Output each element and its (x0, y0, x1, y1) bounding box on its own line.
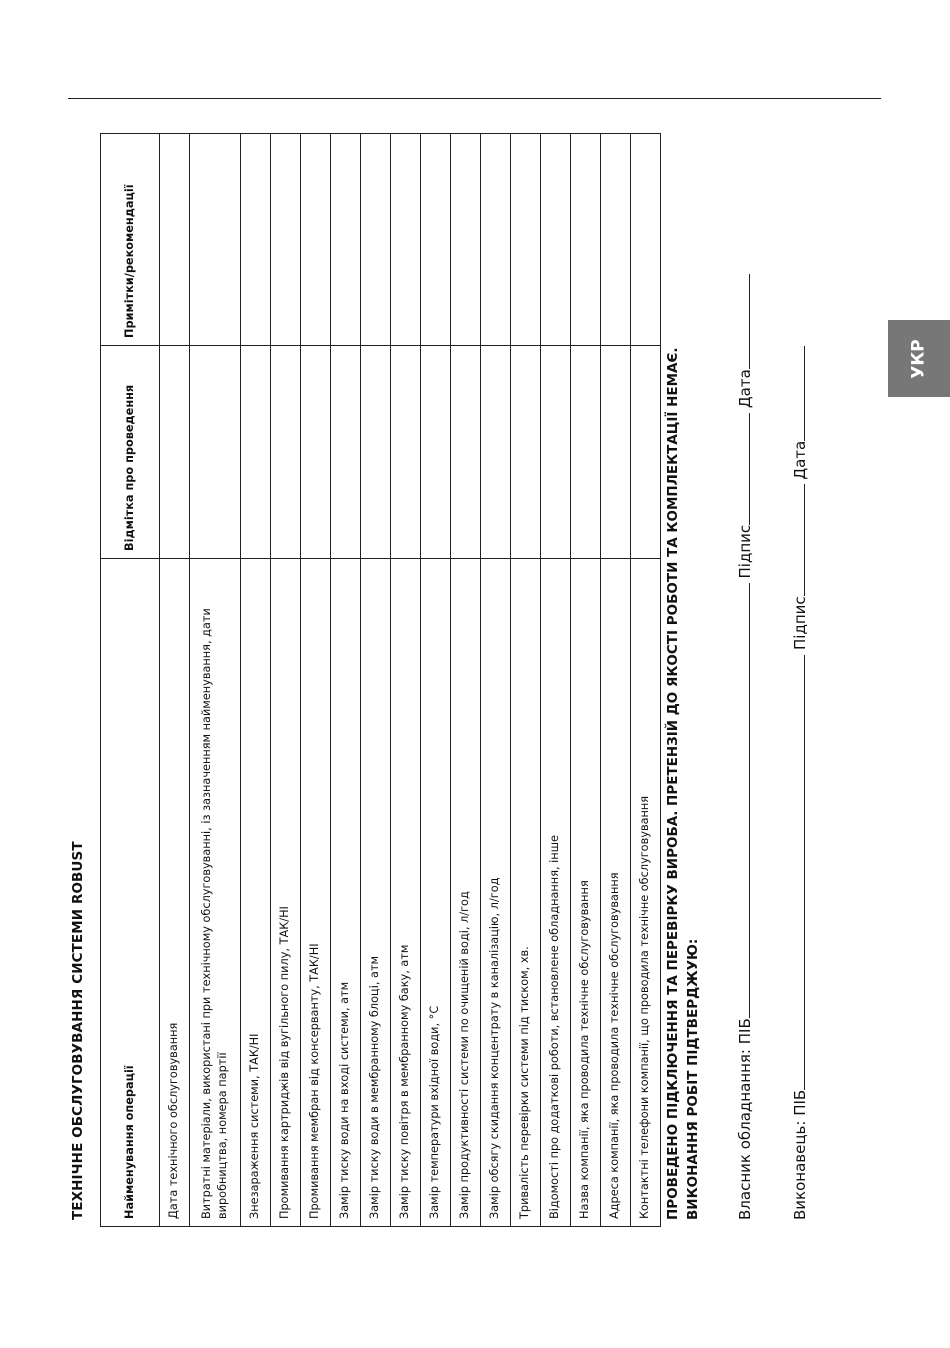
contractor-name-field[interactable] (789, 655, 805, 1090)
contractor-signature-field[interactable] (789, 484, 805, 596)
row-label: Замір обсягу скидання концентрату в каналізацію, л/год (481, 559, 511, 1227)
mark-cell[interactable] (601, 346, 631, 559)
contractor-date-label: Дата (791, 440, 809, 480)
table-row (160, 134, 190, 1227)
row-label: Замір тиску повітря в мембранному баку, атм (391, 559, 421, 1227)
notes-cell[interactable] (241, 134, 271, 346)
row-label: Контактні телефони компанії, що проводила технічне обслуговування (631, 559, 661, 1227)
confirmation-line-2: ВИКОНАННЯ РОБІТ ПІДТВЕРДЖУЮ: (685, 938, 701, 1220)
owner-date-label: Дата (736, 369, 754, 409)
notes-cell[interactable] (631, 134, 661, 346)
table-row (541, 134, 571, 1227)
notes-cell[interactable] (271, 134, 301, 346)
notes-cell[interactable] (481, 134, 511, 346)
table-row (511, 134, 541, 1227)
mark-cell[interactable] (481, 346, 511, 559)
notes-cell[interactable] (601, 134, 631, 346)
contractor-signature-label: Підпис (791, 596, 809, 650)
row-label: Назва компанії, яка проводила технічне обслуговування (571, 559, 601, 1227)
header-notes: Примітки/рекомендації (101, 134, 160, 346)
notes-cell[interactable] (421, 134, 451, 346)
table-row (271, 134, 301, 1227)
notes-cell[interactable] (511, 134, 541, 346)
row-label: Замір температури вхідної води, °С (421, 559, 451, 1227)
mark-cell[interactable] (541, 346, 571, 559)
notes-cell[interactable] (571, 134, 601, 346)
notes-cell[interactable] (391, 134, 421, 346)
row-label: Замір продуктивності системи по очищеній воді, л/год (451, 559, 481, 1227)
language-tab-label: УКР (909, 338, 929, 379)
header-mark: Відмітка про проведення (101, 346, 160, 559)
owner-name-label: Власник обладнання: ПІБ (736, 1018, 754, 1220)
notes-cell[interactable] (361, 134, 391, 346)
mark-cell[interactable] (421, 346, 451, 559)
table-row (190, 134, 241, 1227)
notes-cell[interactable] (190, 134, 241, 346)
table-row (601, 134, 631, 1227)
confirmation-statement (663, 347, 703, 1220)
mark-cell[interactable] (451, 346, 481, 559)
owner-date-field[interactable] (734, 274, 750, 369)
row-label: Знезараження системи, ТАК/НІ (241, 559, 271, 1227)
maintenance-table (100, 133, 661, 1227)
table-row (481, 134, 511, 1227)
contractor-date-field[interactable] (789, 346, 805, 441)
notes-cell[interactable] (331, 134, 361, 346)
owner-name-field[interactable] (734, 583, 750, 1018)
table-row (421, 134, 451, 1227)
row-label: Витратні матеріали, використані при технічному обслуговуванні, із зазначенням найменування, дати виробництва, номера партії (190, 559, 241, 1227)
mark-cell[interactable] (271, 346, 301, 559)
mark-cell[interactable] (571, 346, 601, 559)
table-row (571, 134, 601, 1227)
owner-signature-label: Підпис (736, 524, 754, 579)
mark-cell[interactable] (361, 346, 391, 559)
header-operation: Найменування операції (101, 559, 160, 1227)
table-row (451, 134, 481, 1227)
owner-signature-row (734, 274, 754, 1220)
notes-cell[interactable] (160, 134, 190, 346)
notes-cell[interactable] (451, 134, 481, 346)
row-label: Промивання картриджів від вугільного пилу, ТАК/НІ (271, 559, 301, 1227)
row-label: Відомості про додаткові роботи, встановлене обладнання, інше (541, 559, 571, 1227)
table-row (301, 134, 331, 1227)
owner-signature-field[interactable] (734, 413, 750, 525)
confirmation-line-1: ПРОВЕДЕНО ПІДКЛЮЧЕННЯ ТА ПЕРЕВІРКУ ВИРОБА. ПРЕТЕНЗІЙ ДО ЯКОСТІ РОБОТИ ТА КОМПЛЕКТАЦІЇ НЕМАЄ. (665, 347, 681, 1220)
contractor-name-label: Виконавець: ПІБ (791, 1089, 809, 1220)
table-row (331, 134, 361, 1227)
row-label: Замір тиску води на вході системи, атм (331, 559, 361, 1227)
mark-cell[interactable] (391, 346, 421, 559)
table-row (391, 134, 421, 1227)
notes-cell[interactable] (541, 134, 571, 346)
table-row (631, 134, 661, 1227)
mark-cell[interactable] (190, 346, 241, 559)
mark-cell[interactable] (331, 346, 361, 559)
notes-cell[interactable] (301, 134, 331, 346)
row-label: Замір тиску води в мембранному блоці, атм (361, 559, 391, 1227)
page-title: ТЕХНІЧНЕ ОБСЛУГОВУВАННЯ СИСТЕМИ ROBUST (70, 841, 86, 1220)
mark-cell[interactable] (160, 346, 190, 559)
mark-cell[interactable] (301, 346, 331, 559)
table-header-row (101, 134, 160, 1227)
table-row (361, 134, 391, 1227)
contractor-signature-row (789, 346, 809, 1220)
mark-cell[interactable] (631, 346, 661, 559)
row-label: Дата технічного обслуговування (160, 559, 190, 1227)
mark-cell[interactable] (511, 346, 541, 559)
mark-cell[interactable] (241, 346, 271, 559)
row-label: Адреса компанії, яка проводила технічне обслуговування (601, 559, 631, 1227)
row-label: Тривалість перевірки системи під тиском, хв. (511, 559, 541, 1227)
table-row (241, 134, 271, 1227)
row-label: Промивання мембран від консерванту, ТАК/НІ (301, 559, 331, 1227)
